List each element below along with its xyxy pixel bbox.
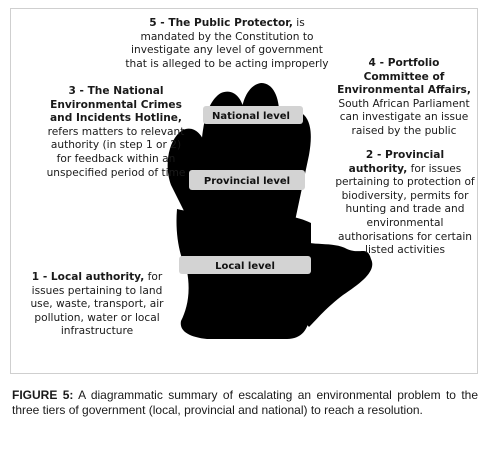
figure-caption <box>12 388 478 418</box>
step-4-title: 4 - Portfolio Committee of Environmental Affairs, <box>337 57 471 97</box>
step-4-portfolio-committee <box>336 57 472 139</box>
figure-panel <box>10 8 478 374</box>
step-2-title: 2 - Provincial authority, <box>348 149 445 175</box>
step-2-text: for issues pertaining to protection of biodiversity, permits for hunting and trade and environmental authorisations for certain listed activities <box>335 162 475 257</box>
step-1-local-authority <box>19 271 175 339</box>
step-3-text: refers matters to relevant authority (in step 1 or 2) for feedback within an unspecified period of time <box>46 125 186 179</box>
step-3-hotline <box>45 85 187 180</box>
step-1-title: 1 - Local authority, <box>31 271 145 283</box>
step-2-provincial-authority <box>335 149 475 258</box>
step-5-text: is mandated by the Constitution to investigate any level of government that is alleged to be acting improperly <box>125 17 329 70</box>
step-5-title: 5 - The Public Protector, <box>149 17 293 29</box>
step-5-public-protector <box>123 17 331 71</box>
caption-text: A diagrammatic summary of escalating an environmental problem to the three tiers of government (local, provincial and national) to reach a resolution. <box>12 388 479 417</box>
step-1-text: for issues pertaining to land use, waste, transport, air pollution, water or local infrastructure <box>30 271 164 338</box>
local-level-label: Local level <box>215 261 275 272</box>
provincial-level-label: Provincial level <box>203 176 291 187</box>
national-level-label: National level <box>212 111 290 122</box>
step-4-text: South African Parliament can investigate an issue raised by the public <box>338 97 470 137</box>
caption-label: FIGURE 5: <box>12 388 74 402</box>
step-3-title: 3 - The National Environmental Crimes and Incidents Hotline, <box>50 85 182 125</box>
